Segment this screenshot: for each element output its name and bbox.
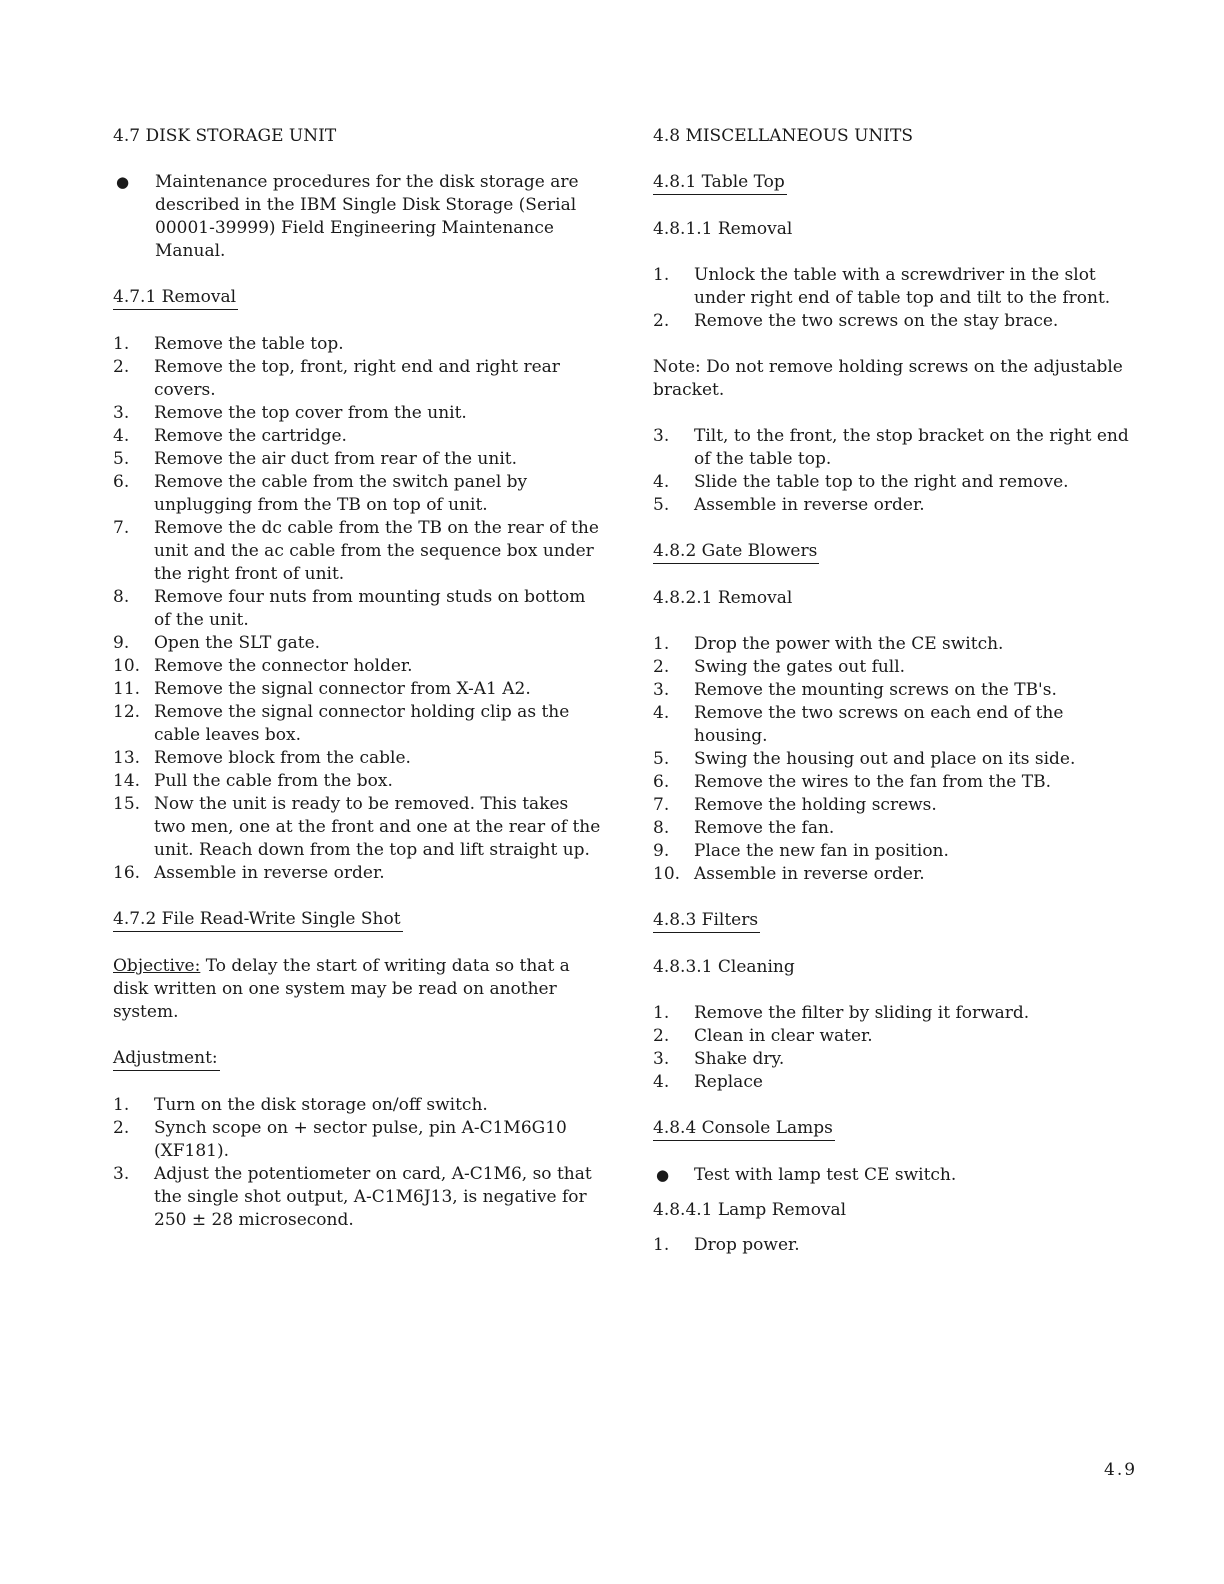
list-item <box>113 701 605 747</box>
step-text: Remove the wires to the fan from the TB. <box>694 772 1051 792</box>
step-text: Remove the dc cable from the TB on the rear of the unit and the ac cable from the sequence box under the right front of unit. <box>154 518 599 584</box>
step-number: 4. <box>653 703 670 723</box>
disk-storage-bullet <box>113 171 605 263</box>
list-item <box>653 264 1133 310</box>
list-item <box>653 633 1133 656</box>
list-item <box>113 586 605 632</box>
list-item <box>653 310 1133 333</box>
step-text: Remove the cartridge. <box>154 426 347 446</box>
list-item <box>653 1025 1133 1048</box>
step-number: 15. <box>113 794 141 814</box>
list-item <box>653 494 1133 517</box>
step-number: 1. <box>653 265 670 285</box>
step-text: Place the new fan in position. <box>694 841 949 861</box>
list-item <box>113 402 605 425</box>
step-text: Remove the filter by sliding it forward. <box>694 1003 1030 1023</box>
section-4-8-heading: 4.8 MISCELLANEOUS UNITS <box>653 126 913 146</box>
list-item <box>653 771 1133 794</box>
step-text: Drop the power with the CE switch. <box>694 634 1004 654</box>
step-number: 5. <box>653 749 670 769</box>
step-text: Open the SLT gate. <box>154 633 321 653</box>
list-item <box>113 471 605 517</box>
step-number: 8. <box>653 818 670 838</box>
list-item <box>653 1234 1133 1257</box>
list-item <box>653 840 1133 863</box>
filter-cleaning-steps-list <box>653 1002 1133 1094</box>
list-item <box>653 679 1133 702</box>
step-text: Pull the cable from the box. <box>154 771 393 791</box>
adjustment-label: Adjustment: <box>113 1047 220 1071</box>
step-text: Remove the two screws on the stay brace. <box>694 311 1059 331</box>
step-text: Clean in clear water. <box>694 1026 873 1046</box>
step-text: Remove the fan. <box>694 818 835 838</box>
lamp-removal-steps-list <box>653 1234 1133 1257</box>
list-item <box>113 333 605 356</box>
list-item <box>653 1002 1133 1025</box>
objective-paragraph <box>113 955 605 1024</box>
list-item <box>113 425 605 448</box>
step-number: 6. <box>113 472 130 492</box>
list-item <box>653 425 1133 471</box>
list-item <box>653 794 1133 817</box>
bullet-text: Test with lamp test CE switch. <box>694 1165 957 1185</box>
removal-steps-list <box>113 333 605 885</box>
list-item <box>113 655 605 678</box>
step-number: 2. <box>113 357 130 377</box>
bullet-icon: ● <box>656 1166 670 1184</box>
list-item <box>653 1048 1133 1071</box>
step-number: 3. <box>653 426 670 446</box>
step-number: 7. <box>653 795 670 815</box>
step-number: 11. <box>113 679 141 699</box>
step-number: 4. <box>653 1072 670 1092</box>
right-column <box>653 125 1133 1257</box>
step-number: 10. <box>653 864 681 884</box>
list-item <box>653 656 1133 679</box>
step-text: Adjust the potentiometer on card, A-C1M6, so that the single shot output, A-C1M6J13, is negative for 250 ± 28 microsecond. <box>154 1164 592 1230</box>
step-text: Remove block from the cable. <box>154 748 411 768</box>
step-number: 16. <box>113 863 141 883</box>
step-text: Remove four nuts from mounting studs on bottom of the unit. <box>154 587 586 630</box>
table-top-steps-list <box>653 264 1133 333</box>
step-text: Turn on the disk storage on/off switch. <box>154 1095 488 1115</box>
step-text: Remove the table top. <box>154 334 344 354</box>
step-number: 9. <box>653 841 670 861</box>
step-number: 9. <box>113 633 130 653</box>
step-text: Remove the connector holder. <box>154 656 413 676</box>
step-text: Remove the top, front, right end and right rear covers. <box>154 357 560 400</box>
list-item <box>113 770 605 793</box>
step-text: Synch scope on + sector pulse, pin A-C1M6G10 (XF181). <box>154 1118 567 1161</box>
step-number: 3. <box>113 403 130 423</box>
section-4-8-2-1-heading: 4.8.2.1 Removal <box>653 588 793 608</box>
list-item <box>113 356 605 402</box>
list-item <box>113 632 605 655</box>
adjustment-steps-list <box>113 1094 605 1232</box>
list-item <box>653 1071 1133 1094</box>
step-text: Remove the air duct from rear of the unit. <box>154 449 517 469</box>
step-number: 7. <box>113 518 130 538</box>
step-text: Remove the two screws on each end of the housing. <box>694 703 1064 746</box>
step-number: 4. <box>653 472 670 492</box>
step-text: Tilt, to the front, the stop bracket on the right end of the table top. <box>694 426 1129 469</box>
step-number: 3. <box>653 1049 670 1069</box>
step-number: 2. <box>653 311 670 331</box>
step-number: 8. <box>113 587 130 607</box>
list-item <box>113 862 605 885</box>
step-text: Unlock the table with a screwdriver in the slot under right end of table top and tilt to the front. <box>694 265 1111 308</box>
step-number: 1. <box>113 334 130 354</box>
step-number: 1. <box>653 634 670 654</box>
list-item <box>113 517 605 586</box>
objective-label: Objective: <box>113 956 201 976</box>
step-text: Remove the cable from the switch panel by unplugging from the TB on top of unit. <box>154 472 528 515</box>
section-4-8-1-1-heading: 4.8.1.1 Removal <box>653 219 793 239</box>
step-number: 2. <box>653 657 670 677</box>
list-item <box>653 471 1133 494</box>
list-item <box>113 1163 605 1232</box>
step-text: Assemble in reverse order. <box>154 863 385 883</box>
step-number: 2. <box>653 1026 670 1046</box>
step-number: 13. <box>113 748 141 768</box>
step-text: Remove the mounting screws on the TB's. <box>694 680 1057 700</box>
step-number: 2. <box>113 1118 130 1138</box>
list-item <box>113 678 605 701</box>
step-number: 4. <box>113 426 130 446</box>
list-item <box>653 817 1133 840</box>
list-item <box>113 747 605 770</box>
section-4-8-1-heading: 4.8.1 Table Top <box>653 171 787 195</box>
list-item <box>113 448 605 471</box>
list-item <box>113 793 605 862</box>
step-text: Remove the holding screws. <box>694 795 937 815</box>
step-text: Assemble in reverse order. <box>694 495 925 515</box>
section-4-7-2-heading: 4.7.2 File Read-Write Single Shot <box>113 908 403 932</box>
list-item <box>653 702 1133 748</box>
step-number: 12. <box>113 702 141 722</box>
step-number: 5. <box>653 495 670 515</box>
step-number: 14. <box>113 771 141 791</box>
step-text: Shake dry. <box>694 1049 785 1069</box>
bullet-text: Maintenance procedures for the disk storage are described in the IBM Single Disk Storage (Serial 00001-39999) Field Engineering Maintenance Manual. <box>155 172 579 261</box>
section-4-7-heading: 4.7 DISK STORAGE UNIT <box>113 126 337 146</box>
step-number: 1. <box>113 1095 130 1115</box>
note-paragraph: Note: Do not remove holding screws on the adjustable bracket. <box>653 357 1123 400</box>
section-4-8-4-1-heading: 4.8.4.1 Lamp Removal <box>653 1200 847 1220</box>
step-number: 5. <box>113 449 130 469</box>
step-text: Swing the housing out and place on its side. <box>694 749 1076 769</box>
page-number: 4.9 <box>1104 1460 1138 1480</box>
section-4-8-3-1-heading: 4.8.3.1 Cleaning <box>653 957 795 977</box>
gate-blower-steps-list <box>653 633 1133 886</box>
step-number: 6. <box>653 772 670 792</box>
step-text: Remove the top cover from the unit. <box>154 403 467 423</box>
step-number: 3. <box>653 680 670 700</box>
step-number: 10. <box>113 656 141 676</box>
list-item <box>653 748 1133 771</box>
objective-text: To delay the start of writing data so that a disk written on one system may be read on another system. <box>113 956 570 1022</box>
step-number: 1. <box>653 1235 670 1255</box>
section-4-8-2-heading: 4.8.2 Gate Blowers <box>653 540 819 564</box>
step-text: Swing the gates out full. <box>694 657 906 677</box>
step-number: 1. <box>653 1003 670 1023</box>
step-text: Replace <box>694 1072 763 1092</box>
step-text: Now the unit is ready to be removed. This takes two men, one at the front and one at the rear of the unit. Reach down from the top and lift straight up. <box>154 794 601 860</box>
list-item <box>653 863 1133 886</box>
step-text: Remove the signal connector from X-A1 A2. <box>154 679 531 699</box>
section-4-8-3-heading: 4.8.3 Filters <box>653 909 760 933</box>
list-item <box>113 1094 605 1117</box>
console-lamps-bullet <box>653 1164 1133 1187</box>
left-column <box>113 125 605 1232</box>
bullet-icon: ● <box>116 173 130 191</box>
step-text: Drop power. <box>694 1235 800 1255</box>
section-4-8-4-heading: 4.8.4 Console Lamps <box>653 1117 835 1141</box>
step-text: Assemble in reverse order. <box>694 864 925 884</box>
list-item <box>113 1117 605 1163</box>
section-4-7-1-heading: 4.7.1 Removal <box>113 286 238 310</box>
step-text: Remove the signal connector holding clip as the cable leaves box. <box>154 702 570 745</box>
step-text: Slide the table top to the right and remove. <box>694 472 1069 492</box>
step-number: 3. <box>113 1164 130 1184</box>
table-top-steps-list-continued <box>653 425 1133 517</box>
